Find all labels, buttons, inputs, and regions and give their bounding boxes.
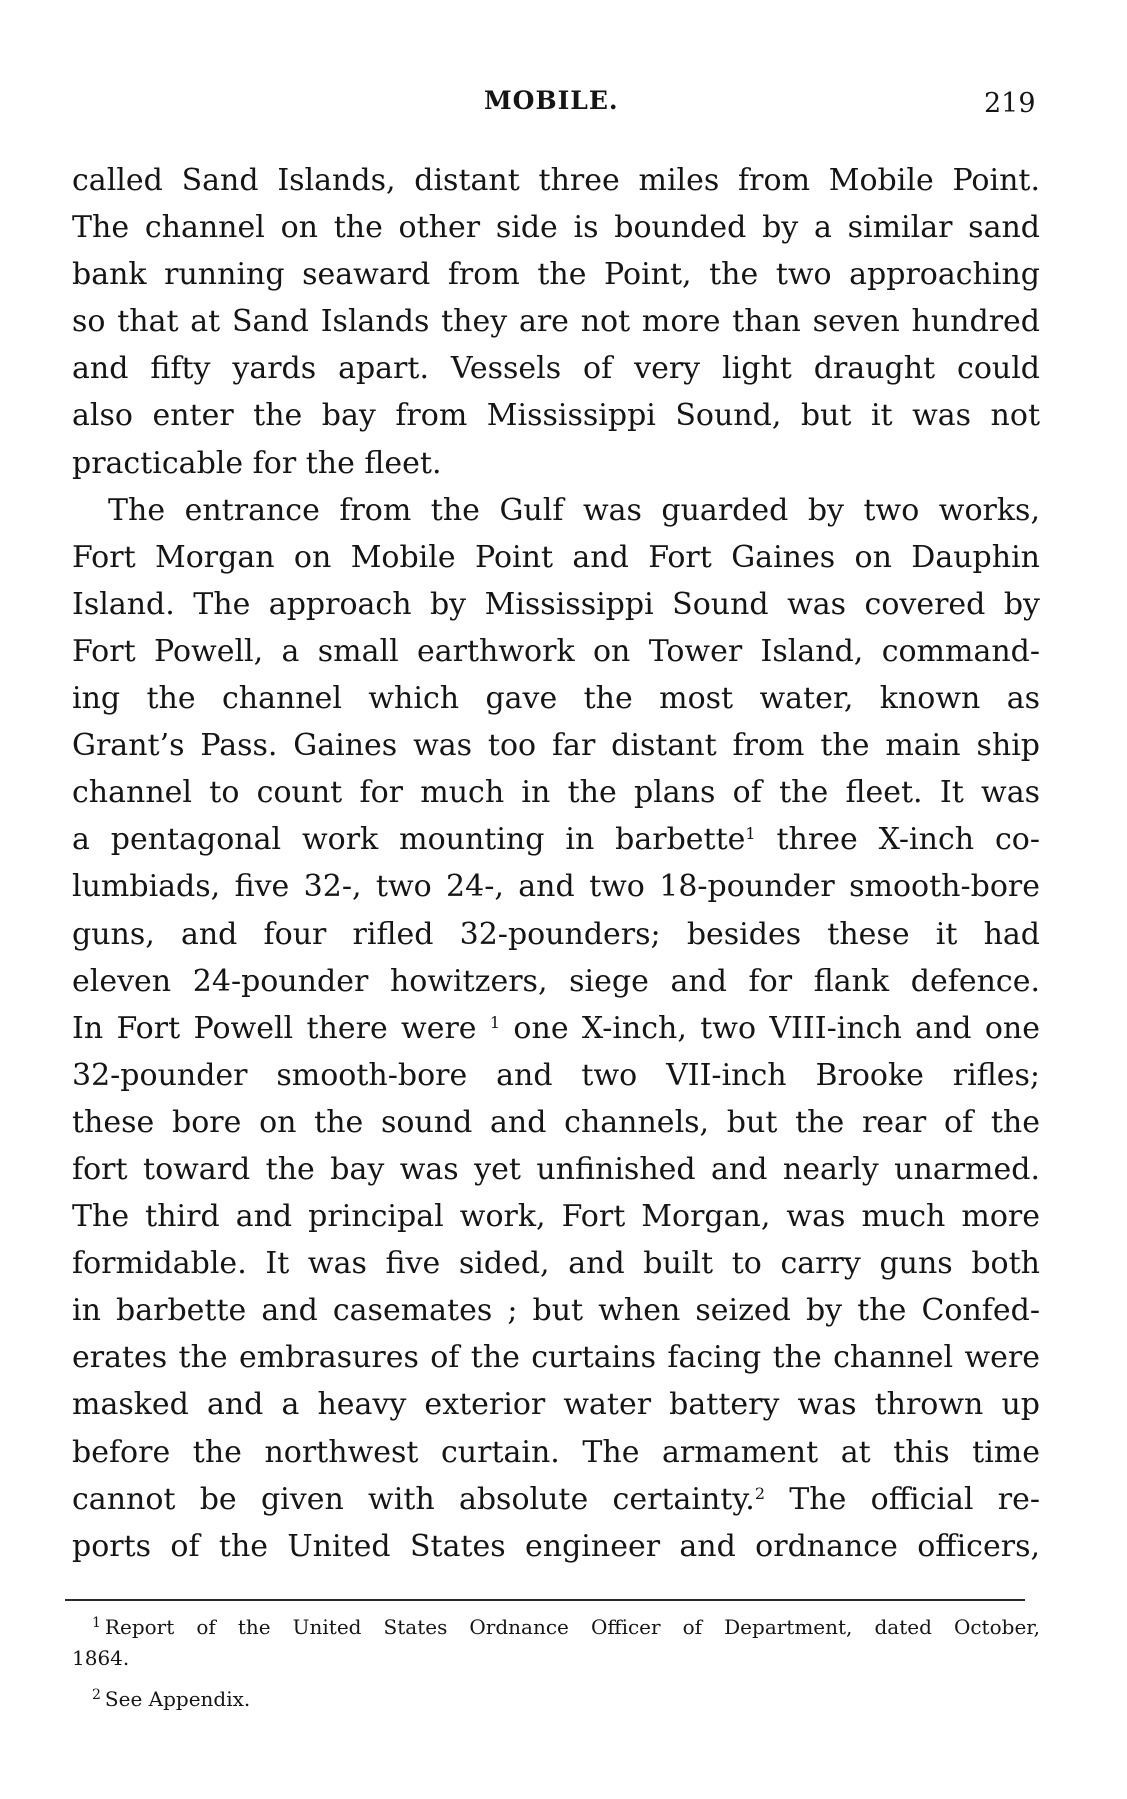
text-line: ing the channel which gave the most water, known as [72, 681, 1040, 717]
text-line: Fort Morgan on Mobile Point and Fort Gaines on Dauphin [72, 539, 1040, 575]
footnote-text: See Appendix. [104, 1687, 251, 1711]
text-line: also enter the bay from Mississippi Sound, but it was not [72, 398, 1040, 434]
text-line: in barbette and casemates ; but when seized by the Confed- [72, 1293, 1040, 1329]
text-line [72, 1476, 1040, 1523]
text-line: eleven 24-pounder howitzers, siege and for flank defence. [72, 963, 1040, 999]
text-line: guns, and four rifled 32-pounders; besides these it had [72, 916, 1040, 952]
text-line: formidable. It was five sided, and built to carry guns both [72, 1246, 1040, 1282]
footnotes [72, 1612, 1040, 1715]
text-line: 32-pounder smooth-bore and two VII-inch Brooke rifles; [72, 1057, 1040, 1093]
text-line: Fort Powell, a small earthwork on Tower Island, command- [72, 633, 1040, 669]
text-line: so that at Sand Islands they are not more than seven hundred [72, 304, 1040, 340]
footnote-1 [72, 1612, 1040, 1643]
text-line: fort toward the bay was yet unfinished and nearly unarmed. [72, 1151, 1040, 1187]
footnote-rule [65, 1599, 1025, 1601]
footnote-2 [72, 1684, 1040, 1715]
text-line: masked and a heavy exterior water battery was thrown up [72, 1387, 1040, 1423]
text-run: a pentagonal work mounting in barbette [72, 822, 746, 858]
text-line: The entrance from the Gulf was guarded by two works, [108, 492, 1040, 528]
footnote-mark: 1 [92, 1615, 101, 1631]
text-line [72, 1005, 1040, 1052]
footnote-1-continued: 1864. [72, 1646, 130, 1670]
text-line: Island. The approach by Mississippi Sound was covered by [72, 586, 1040, 622]
text-run: cannot be given with absolute certainty. [72, 1481, 755, 1517]
text-run: one X-inch, two VIII-inch and one [500, 1010, 1040, 1046]
text-line: erates the embrasures of the curtains facing the channel were [72, 1340, 1040, 1376]
footnote-mark: 2 [92, 1687, 101, 1703]
text-line: and fifty yards apart. Vessels of very light draught could [72, 351, 1040, 387]
footnote-ref: 1 [489, 1012, 501, 1032]
text-line: called Sand Islands, distant three miles from Mobile Point. [72, 163, 1040, 198]
text-line [72, 816, 1040, 863]
text-line: The third and principal work, Fort Morgan, was much more [72, 1199, 1040, 1235]
footnote-ref: 1 [745, 824, 756, 844]
page-number: 219 [984, 88, 1036, 119]
body-text [72, 157, 1040, 1570]
text-run: In Fort Powell there were [72, 1010, 490, 1046]
text-line: bank running seaward from the Point, the two approaching [72, 257, 1040, 293]
footnote-text: Report of the United States Ordnance Officer of Department, dated October, [104, 1615, 1040, 1639]
text-line: practicable for the fleet. [72, 445, 442, 481]
text-line: before the northwest curtain. The armament at this time [72, 1434, 1040, 1470]
text-line: channel to count for much in the plans of the fleet. It was [72, 775, 1040, 811]
text-line: ports of the United States engineer and ordnance officers, [72, 1528, 1040, 1564]
text-run: three X-inch co- [755, 822, 1040, 858]
running-head [0, 86, 1127, 126]
text-run: The official re- [765, 1481, 1040, 1517]
text-line: Grant’s Pass. Gaines was too far distant from the main ship [72, 728, 1040, 764]
text-line: these bore on the sound and channels, but the rear of the [72, 1104, 1040, 1140]
running-title: MOBILE. [484, 86, 619, 115]
footnote-ref: 2 [754, 1483, 766, 1503]
text-line: lumbiads, five 32-, two 24-, and two 18-pounder smooth-bore [72, 869, 1040, 905]
text-line: The channel on the other side is bounded by a similar sand [72, 210, 1040, 246]
